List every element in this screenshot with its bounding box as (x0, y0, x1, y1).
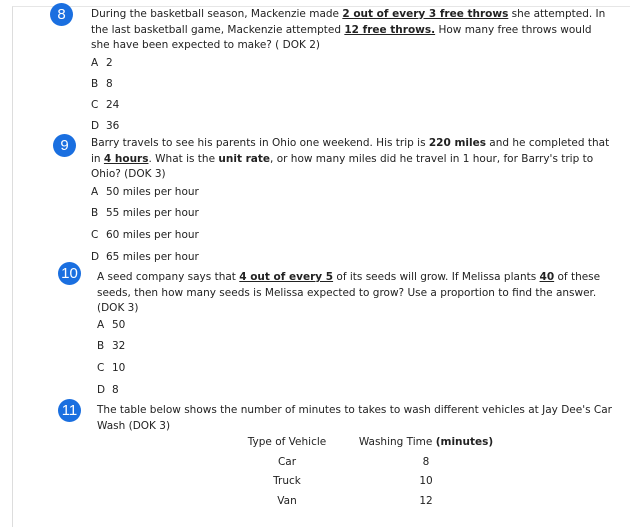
question-text (97, 270, 617, 317)
option-text: 8 (106, 78, 113, 90)
question-text-segment: 220 miles (428, 137, 486, 149)
question-text-segment: 40 (539, 271, 555, 283)
question-text-segment: of its seeds will grow. If Melissa plants (333, 271, 540, 283)
question-text-segment: During the basketball season, Mackenzie made (91, 8, 343, 20)
table-cell: 12 (419, 495, 433, 507)
option-letter: A (91, 186, 99, 198)
answer-option[interactable] (97, 319, 125, 331)
option-letter: D (97, 384, 106, 396)
option-text: 10 (112, 362, 126, 374)
table-cell: Car (277, 456, 297, 468)
question-text-segment: A seed company says that (97, 271, 240, 283)
question-number-badge: 9 (53, 134, 76, 157)
answer-option[interactable] (91, 251, 199, 263)
question-text (91, 7, 611, 54)
option-letter: A (91, 57, 99, 69)
answer-option[interactable] (91, 99, 119, 111)
answer-option[interactable] (91, 120, 119, 132)
question-text-segment: 12 free throws. (344, 23, 436, 36)
option-text: 24 (106, 99, 120, 111)
question-number-badge: 10 (58, 262, 81, 285)
answer-option[interactable] (91, 57, 113, 69)
question-text-segment: unit rate (218, 152, 271, 165)
option-text: 60 miles per hour (106, 229, 199, 241)
question-text-segment: The table below shows the number of minutes to takes to wash different vehicles at Jay Dee's Car Wash (DOK 3) (97, 404, 612, 432)
header-unit: (minutes) (435, 436, 494, 448)
option-letter: A (97, 319, 105, 331)
table-header-vehicle: Type of Vehicle (247, 436, 327, 448)
question-text-segment: and he completed that in (91, 137, 610, 165)
question-text-segment: of these seeds, then how many seeds is Melissa expected to grow? Use a proportion to find the answer. (DOK 3) (97, 271, 601, 314)
option-text: 36 (106, 120, 120, 132)
question-text (97, 403, 617, 434)
option-letter: C (91, 99, 99, 111)
option-letter: C (97, 362, 105, 374)
question-text-segment: 4 out of every 5 (239, 271, 334, 283)
option-letter: D (91, 251, 100, 263)
question-number-badge: 8 (50, 3, 73, 26)
option-letter: B (91, 207, 99, 219)
answer-option[interactable] (97, 362, 125, 374)
answer-option[interactable] (91, 207, 199, 219)
option-text: 50 miles per hour (106, 186, 199, 198)
option-letter: B (91, 78, 99, 90)
question-text-segment: 2 out of every 3 free throws (342, 8, 509, 20)
table-cell: 8 (422, 456, 430, 468)
question-text-segment: . What is the (148, 152, 219, 165)
option-text: 65 miles per hour (106, 251, 199, 263)
table-header-time (346, 436, 506, 448)
question-text-segment: Barry travels to see his parents in Ohio one weekend. His trip is (91, 137, 429, 149)
question-text-segment: How many free throws would she have been expected to make? ( DOK 2) (91, 23, 592, 51)
answer-option[interactable] (91, 78, 113, 90)
answer-option[interactable] (97, 384, 119, 396)
answer-option[interactable] (91, 229, 199, 241)
question-text-segment: she attempted. In the last basketball game, Mackenzie attempted (91, 8, 606, 36)
table-cell: 10 (419, 475, 433, 487)
header-text: Washing Time (358, 436, 436, 448)
question-number-badge: 11 (58, 399, 81, 422)
option-letter: B (97, 340, 105, 352)
option-text: 8 (112, 384, 119, 396)
option-letter: C (91, 229, 99, 241)
question-text-segment: , or how many miles did he travel in 1 hour, for Barry's trip to Ohio? (DOK 3) (91, 152, 594, 180)
table-cell: Van (277, 495, 297, 507)
option-text: 2 (106, 57, 113, 69)
table-cell: Truck (273, 475, 301, 487)
answer-option[interactable] (91, 186, 199, 198)
option-text: 32 (112, 340, 126, 352)
option-text: 50 (112, 319, 126, 331)
question-text-segment: 4 hours (103, 152, 149, 165)
answer-option[interactable] (97, 340, 125, 352)
question-text (91, 136, 611, 183)
option-letter: D (91, 120, 100, 132)
option-text: 55 miles per hour (106, 207, 199, 219)
